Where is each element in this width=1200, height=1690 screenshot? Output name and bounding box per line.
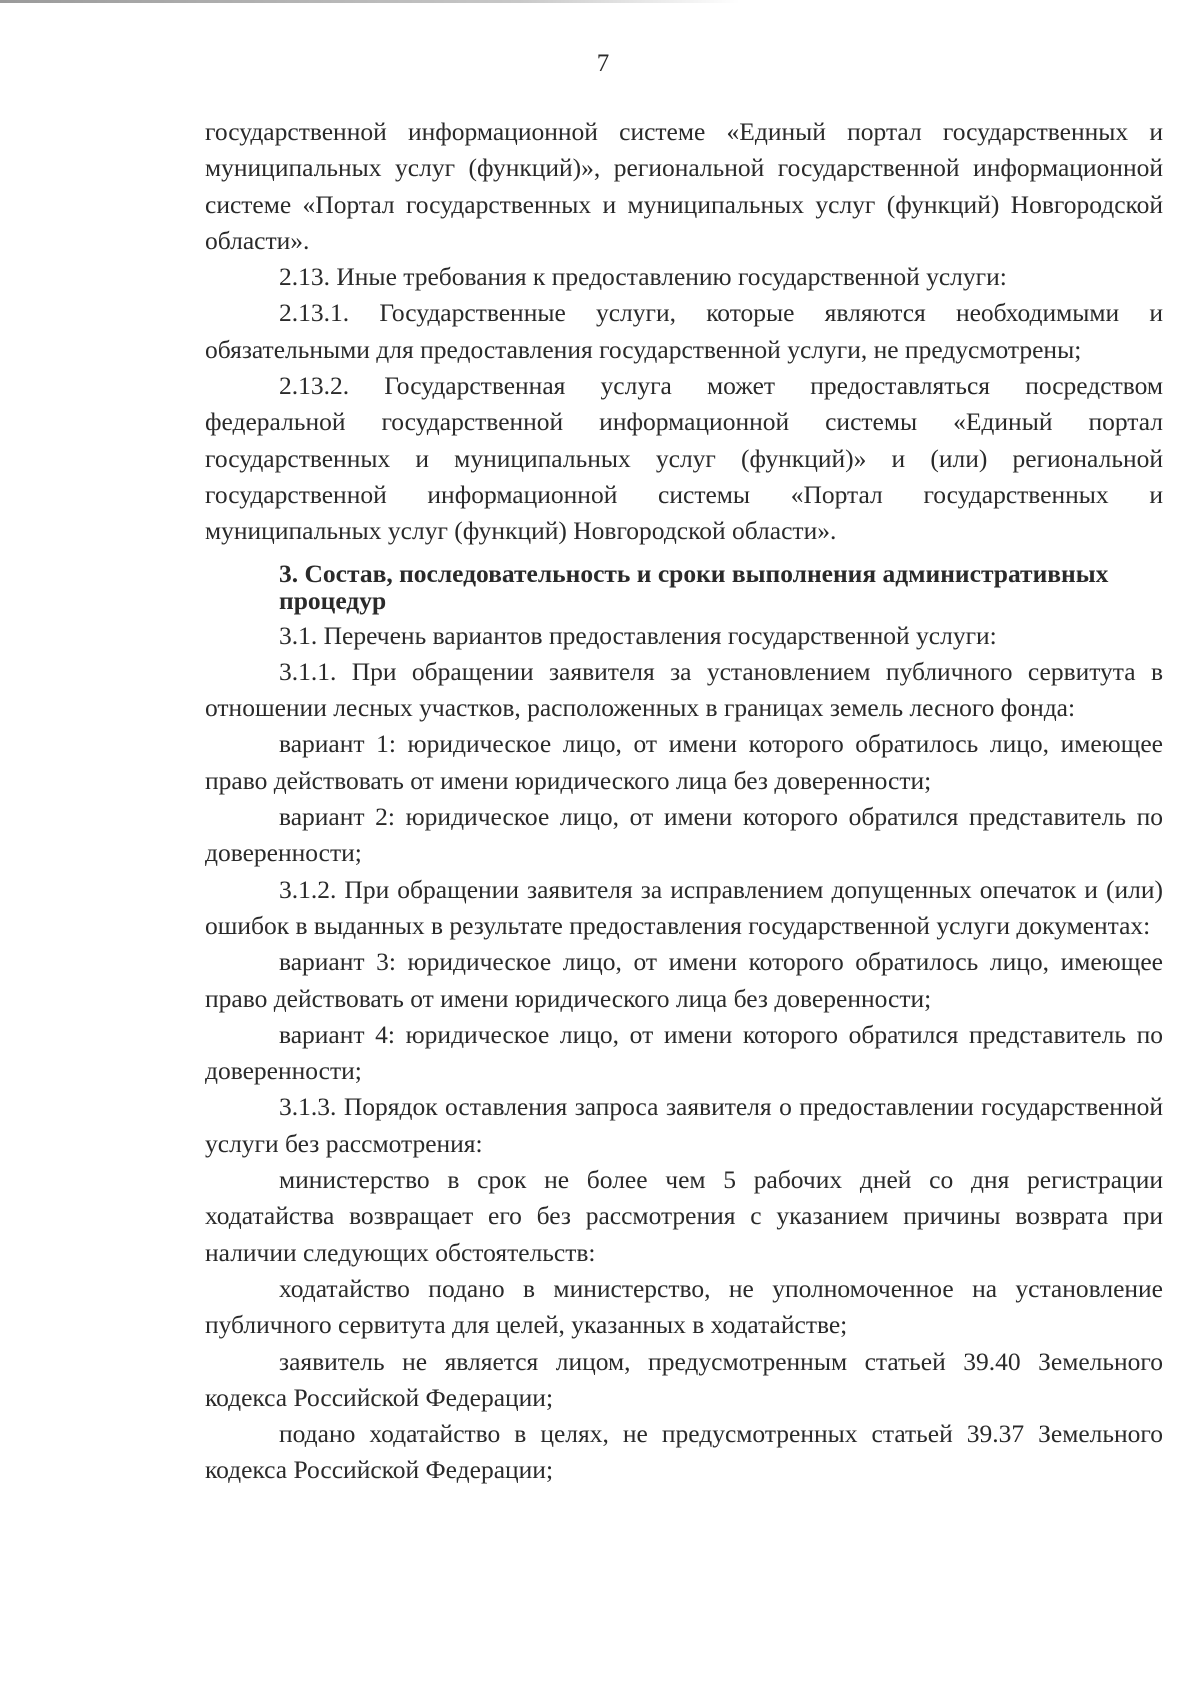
paragraph-variant-3: вариант 3: юридическое лицо, от имени которого обратилось лицо, имеющее право действовать от имени юридического лица без доверенности; (205, 947, 1163, 1013)
scan-top-edge (0, 0, 740, 3)
paragraph-continuation: государственной информационной системе «Единый портал государственных и муниципальных услуг (функций)», региональной государственной информационной системе «Портал государственных и муниципальных услуг (функций) Новгородской области». (205, 117, 1163, 255)
paragraph-variant-2: вариант 2: юридическое лицо, от имени которого обратился представитель по доверенности; (205, 802, 1163, 868)
section-heading-3: 3. Состав, последовательность и сроки выполнения административных процедур (279, 558, 1109, 615)
paragraph-3-1-3: 3.1.3. Порядок оставления запроса заявителя о предоставлении государственной услуги без рассмотрения: (205, 1092, 1163, 1158)
paragraph-3-1: 3.1. Перечень вариантов предоставления государственной услуги: (279, 620, 997, 650)
paragraph-2-13: 2.13. Иные требования к предоставлению государственной услуги: (279, 262, 1007, 292)
paragraph-variant-4: вариант 4: юридическое лицо, от имени которого обратился представитель по доверенности; (205, 1019, 1163, 1086)
paragraph-condition-1: ходатайство подано в министерство, не уполномоченное на установление публичного сервитута для целей, указанных в ходатайстве; (205, 1273, 1163, 1340)
paragraph-condition-2: заявитель не является лицом, предусмотренным статьей 39.40 Земельного кодекса Российской Федерации; (205, 1346, 1163, 1412)
paragraph-3-1-1: 3.1.1. При обращении заявителя за установлением публичного сервитута в отношении лесных участков, расположенных в границах земель лесного фонда: (205, 656, 1163, 723)
paragraph-2-13-1: 2.13.1. Государственные услуги, которые являются необходимыми и обязательными для предоставления государственной услуги, не предусмотрены; (205, 298, 1163, 364)
page-number: 7 (596, 50, 610, 77)
paragraph-return-rule: министерство в срок не более чем 5 рабочих дней со дня регистрации ходатайства возвращает его без рассмотрения с указанием причины возврата при наличии следующих обстоятельств: (205, 1165, 1163, 1267)
paragraph-condition-3: подано ходатайство в целях, не предусмотренных статьей 39.37 Земельного кодекса Российской Федерации; (205, 1419, 1163, 1485)
paragraph-variant-1: вариант 1: юридическое лицо, от имени которого обратилось лицо, имеющее право действовать от имени юридического лица без доверенности; (205, 729, 1163, 795)
document-body (205, 114, 1163, 1489)
paragraph-3-1-2: 3.1.2. При обращении заявителя за исправлением допущенных опечаток и (или) ошибок в выданных в результате предоставления государственной услуги документах: (205, 874, 1163, 940)
paragraph-2-13-2: 2.13.2. Государственная услуга может предоставляться посредством федеральной государственной информационной системы «Единый портал государственных и муниципальных услуг (функций)» и (или) региональной государственной информационной системы «Портал государственных и муниципальных услуг (функций) Новгородской области». (205, 371, 1163, 546)
